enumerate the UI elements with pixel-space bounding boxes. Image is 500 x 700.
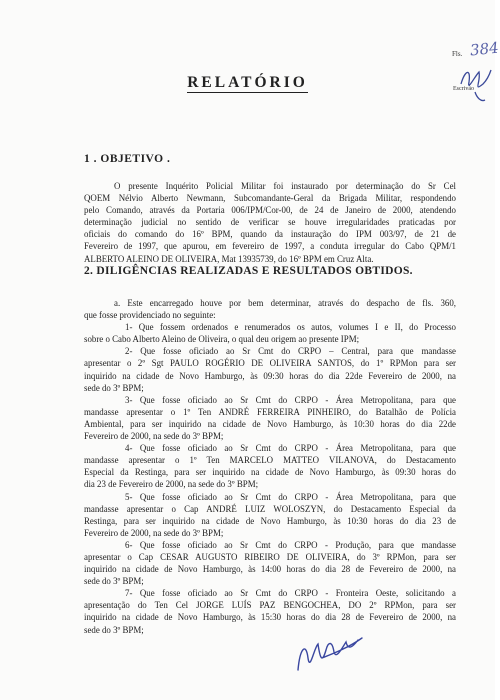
text-line: inquirido na cidade de Novo Hamburgo, às 09:30 horas do dia 22de Fevereiro de 2000, na — [84, 370, 456, 381]
text-line: inquirido na cidade de Novo Hamburgo, às 14:00 horas do dia 28 de Fevereiro de 2000, na — [84, 564, 456, 575]
text-line: 2- Que fosse oficiado ao Sr Cmt do CRPO – Central, para que mandasse — [125, 346, 456, 357]
page-stamp-responsavel: Escrivão — [453, 86, 474, 92]
text-line: 4- Que fosse oficiado ao Sr Cmt do CRPO - Área Metropolitana, para que — [125, 443, 456, 454]
text-line: determinação judicial no sentido de verificar se houve irregularidades praticadas por — [84, 217, 456, 228]
section-heading-objetivo: 1 . OBJETIVO . — [84, 153, 171, 165]
text-line: Fevereiro de 2000, na sede do 3º BPM; — [84, 431, 224, 442]
text-line: Fevereiro de 2000, na sede do 3º BPM; — [84, 527, 224, 538]
section-heading-diligencias: 2. DILIGÊNCIAS REALIZADAS E RESULTADOS OBTIDOS. — [84, 265, 413, 277]
text-line: 1- Que fossem ordenados e renumerados os autos, volumes I e II, do Processo — [125, 322, 456, 333]
text-line: a. Este encarregado houve por bem determinar, através do despacho de fls. 360, — [114, 298, 456, 308]
text-line: mandasse apresentar o Cap ANDRÉ LUIZ WOLOSZYN, do Destacamento Especial da — [84, 503, 456, 514]
text-line: Ambiental, para ser inquirido na cidade de Novo Hamburgo, às 10:30 horas do dia 22de — [84, 418, 456, 429]
document-title — [0, 74, 495, 92]
text-line: ALBERTO ALEINO DE OLIVEIRA, Mat 13935739, do 16º BPM em Cruz Alta. — [84, 253, 374, 264]
text-line: sede do 3º BPM; — [84, 382, 144, 393]
text-line: O presente Inquérito Policial Militar foi instaurado por determinação do Sr Cel — [114, 181, 456, 191]
text-line: Especial da Restinga, para ser inquirido na cidade de Novo Hamburgo, às 09:30 horas do — [84, 467, 456, 478]
text-line: oficiais do comando do 16º BPM, quando da instauração do IPM 003/97, de 21 de — [84, 229, 456, 240]
text-line: 3- Que fosse oficiado ao Sr Cmt do CRPO - Área Metropolitana, para que — [125, 394, 456, 405]
diligencias-paragraphs — [84, 297, 456, 636]
page-stamp-fls-label: Fls. — [452, 50, 463, 58]
text-line: 6- Que fosse oficiado ao Sr Cmt do CRPO - Produção, para que mandasse — [125, 539, 456, 550]
signature-icon — [292, 628, 372, 678]
text-line: QOEM Nélvio Alberto Newmann, Subcomandante-Geral da Brigada Militar, respondendo — [84, 193, 456, 204]
text-line: mandasse apresentar o 1º Ten ANDRÉ FERREIRA PINHEIRO, do Batalhão de Polícia — [84, 406, 456, 417]
text-line: 5- Que fosse oficiado ao Sr Cmt do CRPO - Área Metropolitana, para que — [125, 491, 456, 502]
text-line: mandasse apresentar o 1º Ten MARCELO MATTEO VILANOVA, do Destacamento — [84, 455, 456, 466]
text-line: Restinga, para ser inquirido na cidade de Novo Hamburgo, às 10:30 horas do dia 23 de — [84, 515, 456, 526]
text-line: dia 23 de Fevereiro de 2000, na sede do 3º BPM; — [84, 479, 259, 490]
text-line: sobre o Cabo Alberto Aleino de Oliveira, o qual deu origem ao presente IPM; — [84, 334, 360, 345]
objetivo-paragraph — [84, 180, 456, 265]
text-line: 7- Que fosse oficiado ao Sr Cmt do CRPO - Fronteira Oeste, solicitando a — [125, 588, 456, 599]
text-line: apresentação do Ten Cel JORGE LUÍS PAZ BENGOCHEA, DO 2º RPMon, para ser — [84, 600, 456, 611]
text-line: Fevereiro de 1997, que apurou, em fevereiro de 1997, a conduta irregular do Cabo QPM/1 — [84, 241, 456, 252]
text-line: que fosse providenciado no seguinte: — [84, 310, 216, 321]
text-line: apresentar o Cap CESAR AUGUSTO RIBEIRO DE OLIVEIRA, do 3º RPMon, para ser — [84, 551, 456, 562]
document-title-text: RELATÓRIO — [187, 74, 308, 91]
text-line: sede do 3º BPM; — [84, 624, 144, 635]
text-line: apresentar o 2º Sgt PAULO ROGÉRIO DE OLIVEIRA SANTOS, do 1º RPMon para ser — [84, 358, 456, 369]
text-line: sede do 3º BPM; — [84, 576, 144, 587]
text-line: pelo Comando, através da Portaria 006/IPM/Cor-00, de 24 de Janeiro de 2000, atendendo — [84, 205, 456, 216]
page-stamp-number: 384 — [469, 38, 500, 60]
text-line: inquirido na cidade de Novo Hamburgo, às 15:30 horas do dia 28 de Fevereiro de 2000, na — [84, 612, 456, 623]
